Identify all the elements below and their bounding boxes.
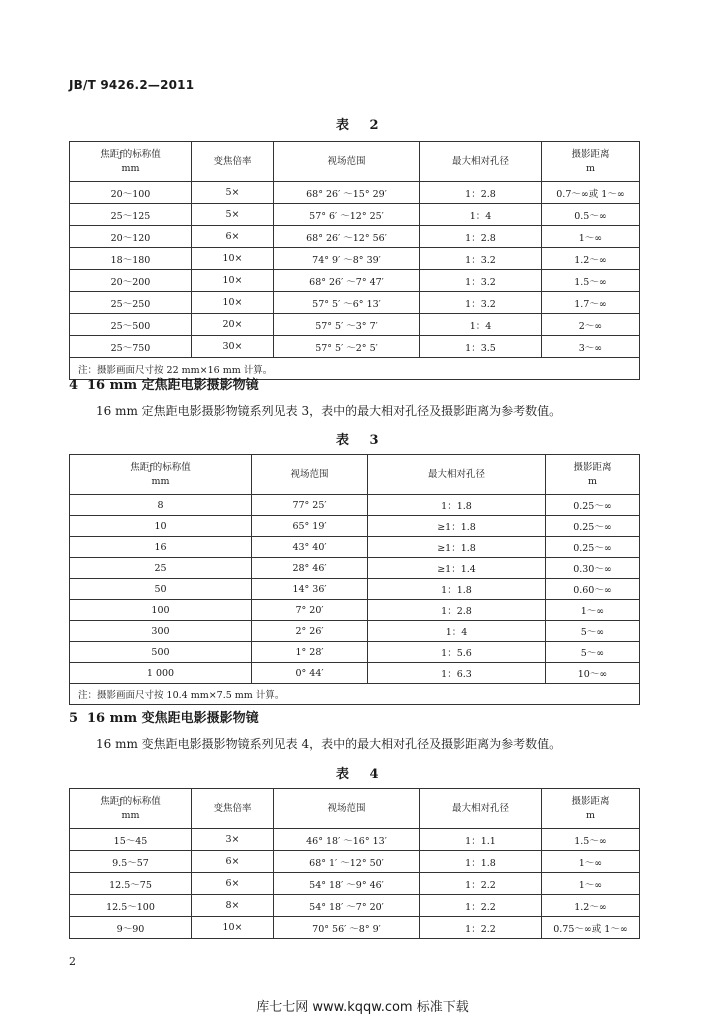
table3-header-distance: 摄影距离 m [546,455,640,495]
table-row: 20～100 5× 68° 26′ ～15° 29′ 1：2.8 0.7～∞或 1～∞ [70,182,640,204]
section5-heading: 5 16 mm 变焦距电影摄影物镜 [69,711,259,726]
table4-header-row [70,789,640,829]
watermark-footer: 库七七网 www.kqqw.com 标准下载 [256,1000,469,1015]
table-row: 9～90 10× 70° 56′ ～8° 9′ 1：2.2 0.75～∞或 1～∞ [70,917,640,939]
table-row: 25～125 5× 57° 6′ ～12° 25′ 1：4 0.5～∞ [70,204,640,226]
table-row: 100 7° 20′ 1：2.8 1～∞ [70,600,640,621]
table-row: 9.5～57 6× 68° 1′ ～12° 50′ 1：1.8 1～∞ [70,851,640,873]
table-row: 25～250 10× 57° 5′ ～6° 13′ 1：3.2 1.7～∞ [70,292,640,314]
table-row: 10 65° 19′ ≥1：1.8 0.25～∞ [70,516,640,537]
table3-caption: 表 3 [336,433,387,448]
table4-header-focal: 焦距ƒ的标称值 mm [70,789,192,829]
table4-header-distance: 摄影距离 m [542,789,640,829]
table-row: 12.5～100 8× 54° 18′ ～7° 20′ 1：2.2 1.2～∞ [70,895,640,917]
table-row: 1 000 0° 44′ 1：6.3 10～∞ [70,663,640,684]
table2-caption: 表 2 [336,118,387,133]
table3-header-aperture: 最大相对孔径 [368,455,546,495]
section5-paragraph: 16 mm 变焦距电影摄影物镜系列见表 4，表中的最大相对孔径及摄影距离为参考数值。 [96,737,562,751]
table-row: 15～45 3× 46° 18′ ～16° 13′ 1：1.1 1.5～∞ [70,829,640,851]
table4 [69,788,640,939]
table-row: 20～200 10× 68° 26′ ～7° 47′ 1：3.2 1.5～∞ [70,270,640,292]
section4-paragraph: 16 mm 定焦距电影摄影物镜系列见表 3，表中的最大相对孔径及摄影距离为参考数值。 [96,404,562,418]
table-row: 500 1° 28′ 1：5.6 5～∞ [70,642,640,663]
table-row: 25～500 20× 57° 5′ ～3° 7′ 1：4 2～∞ [70,314,640,336]
table2-note: 注：摄影画面尺寸按 22 mm×16 mm 计算。 [70,358,640,380]
table-row: 18～180 10× 74° 9′ ～8° 39′ 1：3.2 1.2～∞ [70,248,640,270]
table-row: 25～750 30× 57° 5′ ～2° 5′ 1：3.5 3～∞ [70,336,640,358]
table2-header-distance: 摄影距离 m [542,142,640,182]
section4-heading: 4 16 mm 定焦距电影摄影物镜 [69,378,259,393]
table-row: 300 2° 26′ 1：4 5～∞ [70,621,640,642]
table-row: 16 43° 40′ ≥1：1.8 0.25～∞ [70,537,640,558]
page-number: 2 [69,955,76,968]
table2-header-row [70,142,640,182]
table4-header-aperture: 最大相对孔径 [420,789,542,829]
table4-caption: 表 4 [336,767,387,782]
standard-number: JB/T 9426.2—2011 [69,78,195,92]
table4-header-field: 视场范围 [274,789,420,829]
table-row: 12.5～75 6× 54° 18′ ～9° 46′ 1：2.2 1～∞ [70,873,640,895]
table-row: 20～120 6× 68° 26′ ～12° 56′ 1：2.8 1～∞ [70,226,640,248]
table3-header-field: 视场范围 [252,455,368,495]
table-row: 25 28° 46′ ≥1：1.4 0.30～∞ [70,558,640,579]
table2 [69,141,640,380]
table-row: 8 77° 25′ 1：1.8 0.25～∞ [70,495,640,516]
table3-note-row [70,684,640,705]
table2-header-field: 视场范围 [274,142,420,182]
table-row: 50 14° 36′ 1：1.8 0.60～∞ [70,579,640,600]
table2-header-zoom: 变焦倍率 [192,142,274,182]
table2-header-aperture: 最大相对孔径 [420,142,542,182]
table3 [69,454,640,705]
table3-header-focal: 焦距ƒ的标称值 mm [70,455,252,495]
table4-header-zoom: 变焦倍率 [192,789,274,829]
table3-header-row [70,455,640,495]
table3-note: 注：摄影画面尺寸按 10.4 mm×7.5 mm 计算。 [70,684,640,705]
table2-header-focal: 焦距ƒ的标称值 mm [70,142,192,182]
